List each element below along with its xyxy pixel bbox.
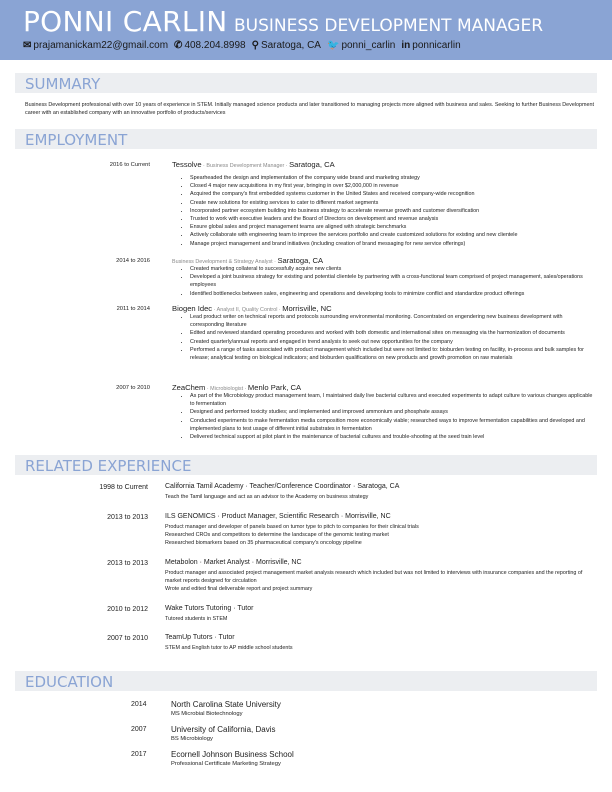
bullet-item: • Closed 4 major new acquisitions in my first year, bringing in over $2,000,000 in revenue: [190, 182, 595, 190]
bullet-item: • Trusted to work with executive leaders and the Board of Directors on development and revenue analysis: [190, 215, 595, 223]
separator: ·: [243, 386, 248, 392]
location-pin-icon: ⚲: [251, 40, 259, 51]
description-line: Researched biomarkers based on 35 pharmaceutical company's oncology pipeline: [165, 540, 362, 547]
bullet-item: • Acquired the company's first embedded systems customer in the United States and received company-wide recognition: [190, 190, 595, 198]
school-name: Ecornell Johnson Business School: [171, 750, 294, 759]
bullet-list: [190, 265, 595, 298]
bullet-item: • Edited and reviewed standard operating procedures and worked with both domestic and international sites on messaging via the harmonization of documents: [190, 329, 595, 337]
job-date: 2014 to 2016: [116, 258, 150, 264]
summary-text: Business Development professional with over 10 years of experience in STEM. Initially managed science products and later transitioned to managing projects more aligned with business and sales. Seeking to further Business Development career with an established company with an innovative portfolio of products/services: [25, 102, 595, 116]
bullet-item: • Delivered technical support at pilot plant in the maintenance of bacterial cultures and trouble-shooting at the seed train level: [190, 433, 595, 441]
related-heading: Wake Tutors Tutoring · Tutor: [165, 605, 254, 612]
separator: ·: [201, 163, 207, 169]
description-line: Teach the Tamil language and act as an advisor to the Academy on business strategy: [165, 494, 369, 500]
company-name: Tessolve: [172, 160, 202, 169]
contact-line: [23, 40, 461, 51]
job-location: Morrisville, NC: [282, 304, 332, 313]
job-heading: [172, 383, 301, 392]
contact-item[interactable]: [174, 40, 246, 51]
company-name: ZeaChem: [172, 383, 206, 392]
education-year: 2014: [131, 701, 147, 708]
bullet-item: • Incorporated partner ecosystem building into business strategy to accelerate revenue growth and customer diversification: [190, 207, 595, 215]
bullet-item: • Lead product writer on technical reports and protocols surrounding environmental monitoring. Concentrated on engendering new business development with corresponding literature: [190, 313, 595, 329]
description-line: Wrote and edited final deliverable report and project summary: [165, 586, 313, 593]
separator: ·: [284, 163, 290, 169]
candidate-name: PONNI CARLIN: [23, 5, 228, 38]
related-description: [165, 523, 600, 548]
phone-icon: ✆: [174, 40, 183, 51]
section-heading: EDUCATION: [25, 673, 114, 691]
envelope-icon: ✉: [23, 40, 32, 51]
bullet-item: • Performed a range of tasks associated with product management which included but were not limited to: bioburden testing on facility, in-process and bulk samples for release; analytical testing on biological indicators; and bioburden qualifications on new products and growth promotion on raw materials: [190, 346, 595, 362]
related-date: 2007 to 2010: [107, 635, 148, 642]
contact-text: 408.204.8998: [184, 40, 246, 51]
degree: BS Microbiology: [171, 736, 213, 742]
related-heading: TeamUp Tutors · Tutor: [165, 634, 235, 641]
description-line: Product manager and associated project management market analysis research which included but was not limited to interviews with insurance companies and the reporting of market reports designed for circulation: [165, 570, 583, 585]
related-date: 2013 to 2013: [107, 560, 148, 567]
section-heading: EMPLOYMENT: [25, 131, 128, 149]
job-heading: [172, 304, 332, 313]
job-location: Saratoga, CA: [277, 256, 324, 265]
related-description: [165, 644, 600, 652]
job-heading: [172, 160, 335, 169]
job-date: 2007 to 2010: [116, 385, 150, 391]
related-date: 2010 to 2012: [107, 606, 148, 613]
job-date: 2016 to Current: [109, 162, 150, 168]
bullet-item: • Spearheaded the design and implementation of the company wide brand and marketing strategy: [190, 174, 595, 182]
related-description: [165, 615, 600, 623]
education-year: 2017: [131, 751, 147, 758]
related-description: [165, 493, 600, 501]
contact-text: Saratoga, CA: [260, 40, 321, 51]
bullet-item: • Created marketing collateral to successfully acquire new clients: [190, 265, 595, 273]
education-year: 2007: [131, 726, 147, 733]
job-heading: [172, 256, 323, 265]
header-banner: [0, 0, 612, 60]
bullet-list: [190, 313, 595, 362]
job-location: Saratoga, CA: [289, 160, 335, 169]
contact-item[interactable]: [327, 40, 395, 51]
bullet-item: • Conducted experiments to make fermentation media composition more economically viable; researched ways to improve fermentation capabilities and developed and implemented plans to test usage of different initial substrates in fermentation: [190, 417, 595, 433]
related-date: 2013 to 2013: [107, 514, 148, 521]
related-heading: ILS GENOMICS · Product Manager, Scientific Research · Morrisville, NC: [165, 513, 391, 520]
candidate-role: BUSINESS DEVELOPMENT MANAGER: [234, 16, 544, 36]
related-heading: California Tamil Academy · Teacher/Conference Coordinator · Saratoga, CA: [165, 483, 400, 490]
job-location: Menlo Park, CA: [247, 383, 302, 392]
related-date: 1998 to Current: [99, 484, 148, 491]
bullet-item: • Create new solutions for existing services to cater to different market segments: [190, 199, 595, 207]
degree: Professional Certificate Marketing Strategy: [171, 761, 281, 767]
school-name: University of California, Davis: [171, 725, 276, 734]
description-line: Researched CROs and competitors to determine the landscape of the genomic testing market: [165, 532, 389, 539]
linkedin-icon: in: [401, 40, 411, 51]
separator: ·: [272, 259, 278, 265]
bullet-list: [190, 174, 595, 248]
separator: ·: [277, 307, 283, 313]
description-line: STEM and English tutor to AP middle school students: [165, 645, 293, 651]
bullet-item: • Identified bottlenecks between sales, engineering and operations and developing tools to minimize conflict and standardize product offerings: [190, 290, 595, 298]
twitter-icon: 🐦: [326, 40, 340, 51]
school-name: North Carolina State University: [171, 700, 281, 709]
section-bar-summary: [15, 73, 597, 93]
job-date: 2011 to 2014: [116, 306, 150, 312]
bullet-item: • Designed and performed toxicity studies; and implemented and improved ammonium and phosphate assays: [190, 408, 595, 416]
bullet-item: • Actively collaborate with engineering team to improve the services portfolio and create customized solutions for existing and new clientele: [190, 231, 595, 239]
bullet-item: • As part of the Microbiology product management team, I maintained daily live bacterial cultures and executed experiments to adapt culture to various changes applicable to fermentation: [190, 392, 595, 408]
description-line: Product manager and developer of panels based on tumor type to pitch to companies for their clinical trials: [165, 524, 419, 530]
bullet-item: • Manage project management and brand initiatives (including creation of brand messaging for new service offerings): [190, 240, 595, 248]
section-bar-employment: [15, 129, 597, 149]
contact-item[interactable]: [252, 40, 321, 51]
contact-item[interactable]: [23, 40, 168, 51]
section-heading: SUMMARY: [25, 75, 101, 93]
section-bar-education: [15, 671, 597, 691]
company-name: Biogen Idec: [172, 304, 213, 313]
related-description: [165, 569, 600, 594]
contact-item[interactable]: [401, 40, 460, 51]
job-title: Business Development & Strategy Analyst: [172, 259, 273, 265]
contact-text: ponnicarlin: [412, 40, 461, 51]
contact-text: prajamanickam22@gmail.com: [33, 40, 169, 51]
job-title: Business Development Manager: [206, 163, 285, 169]
related-heading: Metabolon · Market Analyst · Morrisville, NC: [165, 559, 302, 566]
section-heading: RELATED EXPERIENCE: [25, 457, 192, 475]
section-bar-related-experience: [15, 455, 597, 475]
degree: MS Microbial Biotechnology: [171, 711, 243, 717]
job-title: Analyst II, Quality Control: [216, 307, 278, 313]
bullet-item: • Ensure global sales and project management teams are aligned with strategic benchmarks: [190, 223, 595, 231]
separator: ·: [212, 307, 217, 313]
description-line: Tutored students in STEM: [165, 616, 228, 622]
separator: ·: [205, 386, 211, 392]
contact-text: ponni_carlin: [341, 40, 396, 51]
bullet-item: • Created quarterly/annual reports and engaged in trend analysis to seek out new opportunities for the company: [190, 338, 595, 346]
bullet-item: • Developed a joint business strategy for existing and potential clientele by partnering with a cross-functional team comprised of project management, sales/operations employees: [190, 273, 595, 289]
job-title: Microbiologist: [210, 386, 244, 392]
bullet-list: [190, 392, 595, 441]
